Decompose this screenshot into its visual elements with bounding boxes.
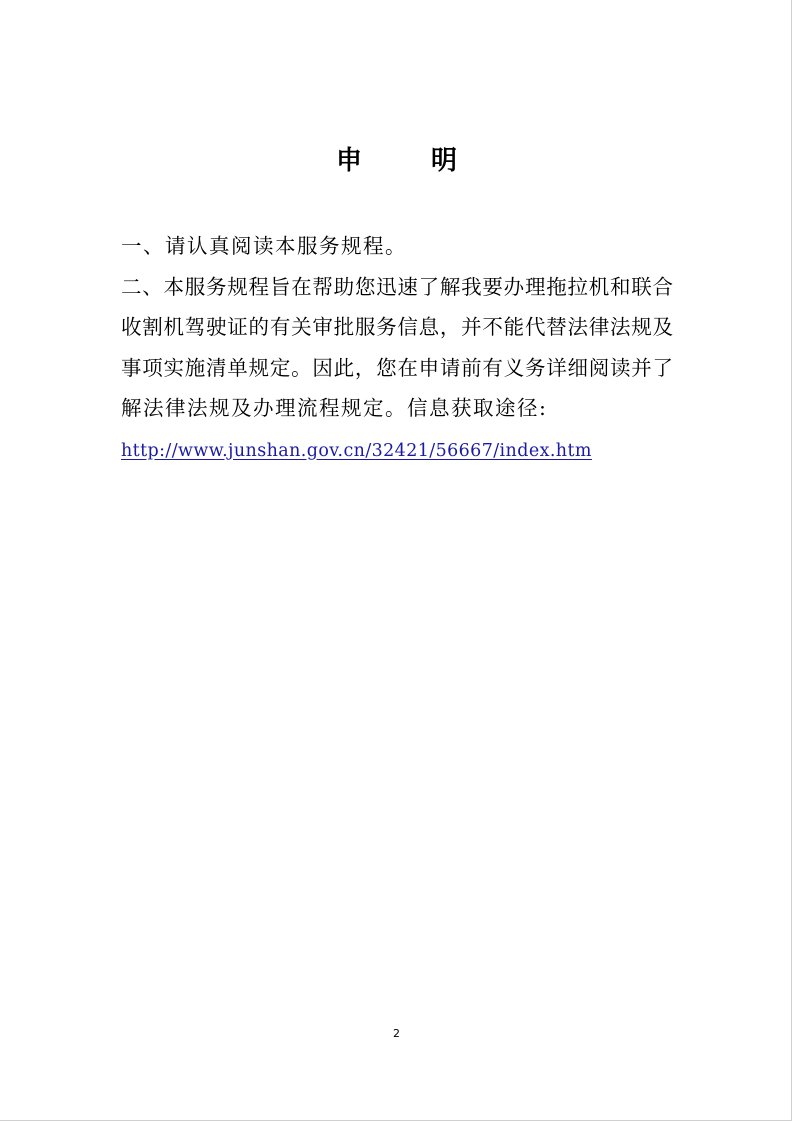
- paragraph-line-2: 二、本服务规程旨在帮助您迅速了解我要办理拖拉机和联合: [121, 274, 673, 299]
- info-source-link[interactable]: http://www.junshan.gov.cn/32421/56667/index.htm: [121, 440, 592, 461]
- paragraph-line-5: 解法律法规及办理流程规定。信息获取途径:: [121, 396, 548, 420]
- paragraph-line-4: 事项实施清单规定。因此，您在申请前有义务详细阅读并了: [121, 355, 673, 380]
- paragraph-line-3: 收割机驾驶证的有关审批服务信息，并不能代替法律法规及: [121, 315, 673, 339]
- page-title: 申 明: [335, 146, 488, 176]
- paragraph-line-1: 一、请认真阅读本服务规程。: [121, 234, 407, 258]
- page-number: 2: [393, 1027, 400, 1040]
- link-line: [121, 429, 673, 470]
- declaration-body: [121, 226, 673, 469]
